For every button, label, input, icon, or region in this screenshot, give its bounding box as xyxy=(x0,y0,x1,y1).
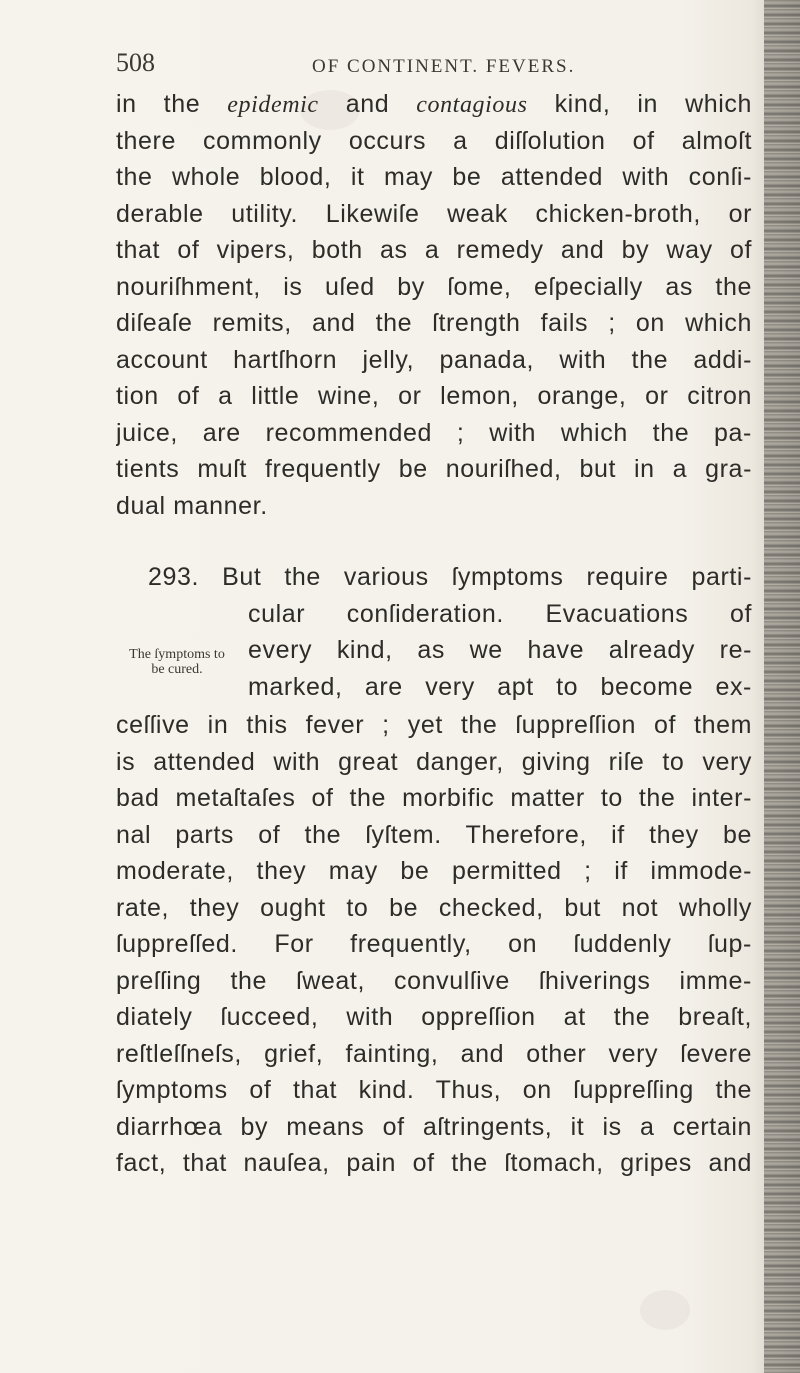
paragraph-2-body xyxy=(116,707,752,1182)
text-line: moderate, they may be permitted ; if immode- xyxy=(116,857,752,885)
text-line: marked, are very apt to become ex- xyxy=(248,672,752,701)
text-line: is attended with great danger, giving riſe to very xyxy=(116,747,752,776)
text-line: there commonly occurs a diſſolution of almoſt xyxy=(116,126,752,155)
text-line: derable utility. Likewiſe weak chicken-broth, or xyxy=(116,199,752,228)
paragraph-2-opening xyxy=(116,559,752,705)
text-run: kind, in which xyxy=(527,90,752,118)
text-line: diately ſucceed, with oppreſſion at the breaſt, xyxy=(116,1003,752,1031)
text-line: ſymptoms of that kind. Thus, on ſuppreſſing the xyxy=(116,1076,752,1104)
text-line: fact, that nauſea, pain of the ſtomach, gripes and xyxy=(116,1149,752,1177)
text-line: bad metaſtaſes of the morbific matter to the inter- xyxy=(116,784,752,812)
text-line: that of vipers, both as a remedy and by way of xyxy=(116,236,752,264)
marginal-note xyxy=(112,647,242,677)
text-line: juice, are recommended ; with which the pa- xyxy=(116,418,752,447)
text-line: account hartſhorn jelly, panada, with the addi- xyxy=(116,345,752,374)
text-line: dual manner. xyxy=(116,491,268,520)
emphasis-contagious: contagious xyxy=(416,92,528,118)
section-number: 293. xyxy=(148,563,200,591)
text-line: tients muſt frequently be nouriſhed, but in a gra- xyxy=(116,455,752,483)
text-run: and xyxy=(318,90,417,118)
page-edge xyxy=(764,0,800,1373)
text-line: nal parts of the ſyſtem. Therefore, if they be xyxy=(116,820,752,849)
text-line: ſuppreſſed. For frequently, on ſuddenly ſup- xyxy=(116,930,752,958)
marginal-note-line: be cured. xyxy=(151,662,203,677)
text-line: preſſing the ſweat, convulſive ſhiverings imme- xyxy=(116,966,752,995)
text-line: ceſſive in this fever ; yet the ſuppreſſion of them xyxy=(116,711,752,739)
page-header xyxy=(116,48,746,88)
text-line: reſtleſſneſs, grief, fainting, and other very ſevere xyxy=(116,1039,752,1068)
text-line: every kind, as we have already re- xyxy=(248,636,752,664)
emphasis-epidemic: epidemic xyxy=(227,92,319,118)
marginal-note-line: The ſymptoms to xyxy=(129,647,225,662)
paragraph-1 xyxy=(116,86,752,524)
text-run: But the various ſymptoms require parti- xyxy=(222,563,752,591)
running-head: OF CONTINENT. FEVERS. xyxy=(312,56,576,77)
text-run: in the xyxy=(116,90,228,118)
page-number: 508 xyxy=(116,48,155,77)
text-line xyxy=(116,559,752,596)
text-line: cular conſideration. Evacuations of xyxy=(248,599,752,628)
text-line: the whole blood, it may be attended with conſi- xyxy=(116,163,752,191)
text-line: nouriſhment, is uſed by ſome, eſpecially as the xyxy=(116,272,752,301)
text-line: tion of a little wine, or lemon, orange, or citron xyxy=(116,382,752,410)
text-line: diarrhœa by means of aſtringents, it is a certain xyxy=(116,1112,752,1141)
text-line: rate, they ought to be checked, but not wholly xyxy=(116,893,752,922)
paper-stain xyxy=(640,1290,690,1330)
text-line: diſeaſe remits, and the ſtrength fails ; on which xyxy=(116,309,752,337)
text-line xyxy=(116,86,752,123)
